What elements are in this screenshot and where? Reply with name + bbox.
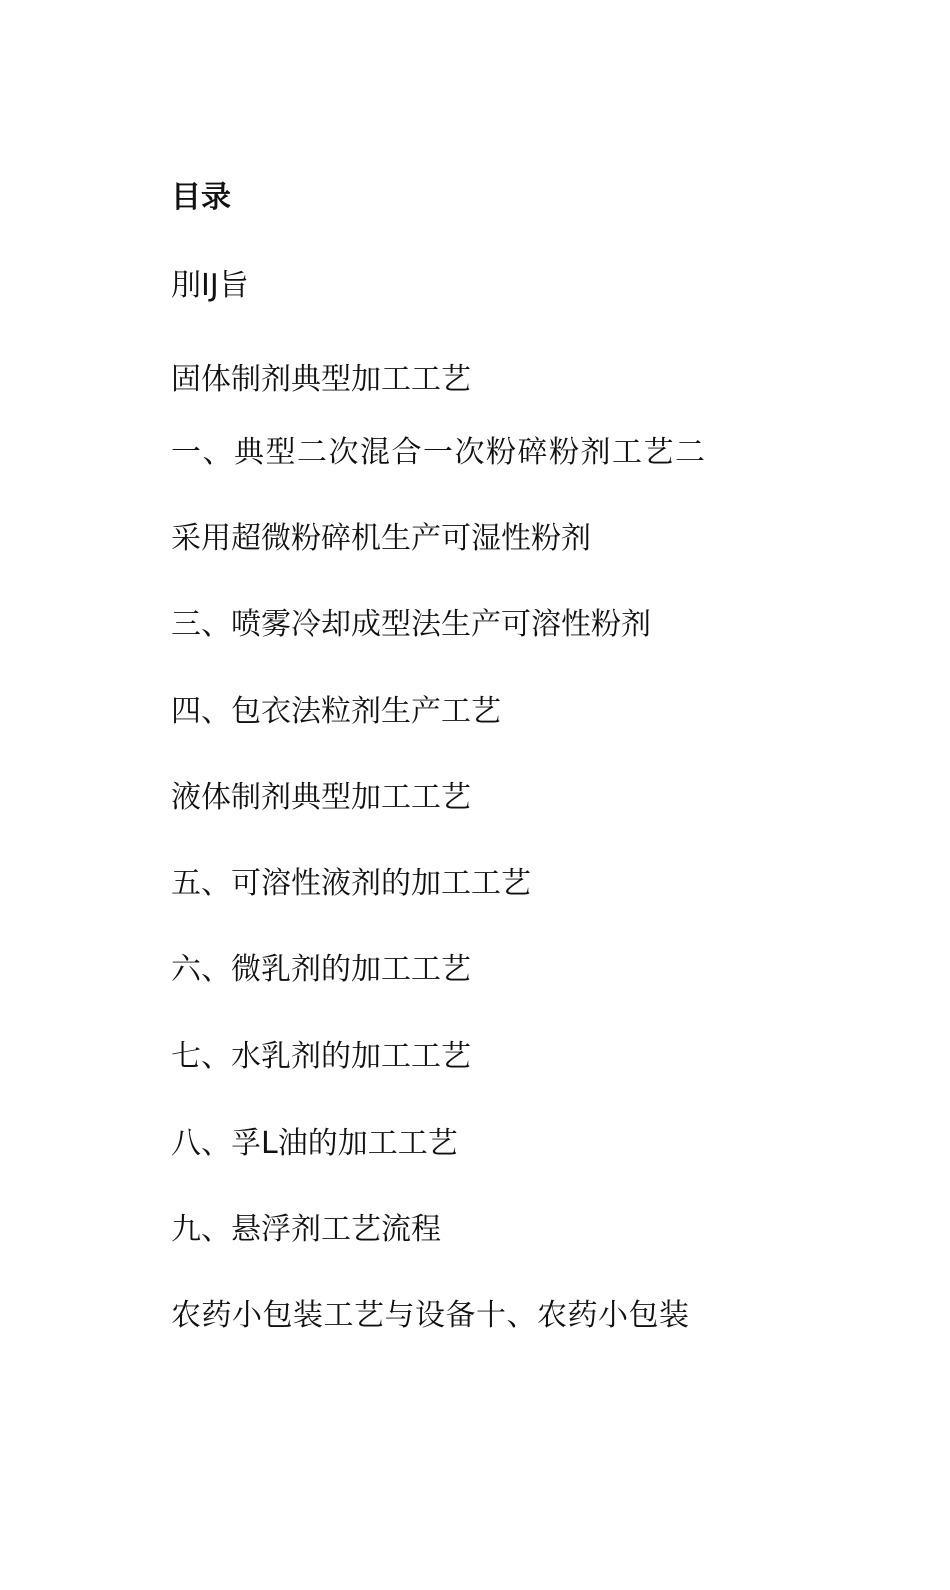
toc-title: 目录 [171, 180, 231, 215]
toc-entry-solid-formulations: 固体制剂典型加工工艺 [171, 362, 471, 397]
toc-entry-liquid-formulations: 液体制剂典型加工工艺 [171, 780, 471, 815]
toc-entry-9: 九、悬浮剂工艺流程 [171, 1212, 441, 1247]
toc-entry-4: 四、包衣法粒剂生产工艺 [171, 694, 501, 729]
toc-entry-2: 采用超微粉碎机生产可湿性粉剂 [171, 521, 591, 556]
toc-entry-5: 五、可溶性液剂的加工工艺 [171, 866, 531, 901]
toc-entry-preface: 刖IJ旨 [171, 268, 249, 303]
toc-entry-3: 三、喷雾冷却成型法生产可溶性粉剂 [171, 607, 651, 642]
toc-entry-1: 一、典型二次混合一次粉碎粉剂工艺二 [171, 435, 707, 470]
toc-entry-7: 七、水乳剂的加工工艺 [171, 1039, 471, 1074]
toc-entry-packaging: 农药小包装工艺与设备十、农药小包装 [171, 1298, 690, 1333]
toc-entry-6: 六、微乳剂的加工工艺 [171, 952, 471, 987]
toc-entry-8: 八、孚L油的加工工艺 [171, 1126, 458, 1161]
